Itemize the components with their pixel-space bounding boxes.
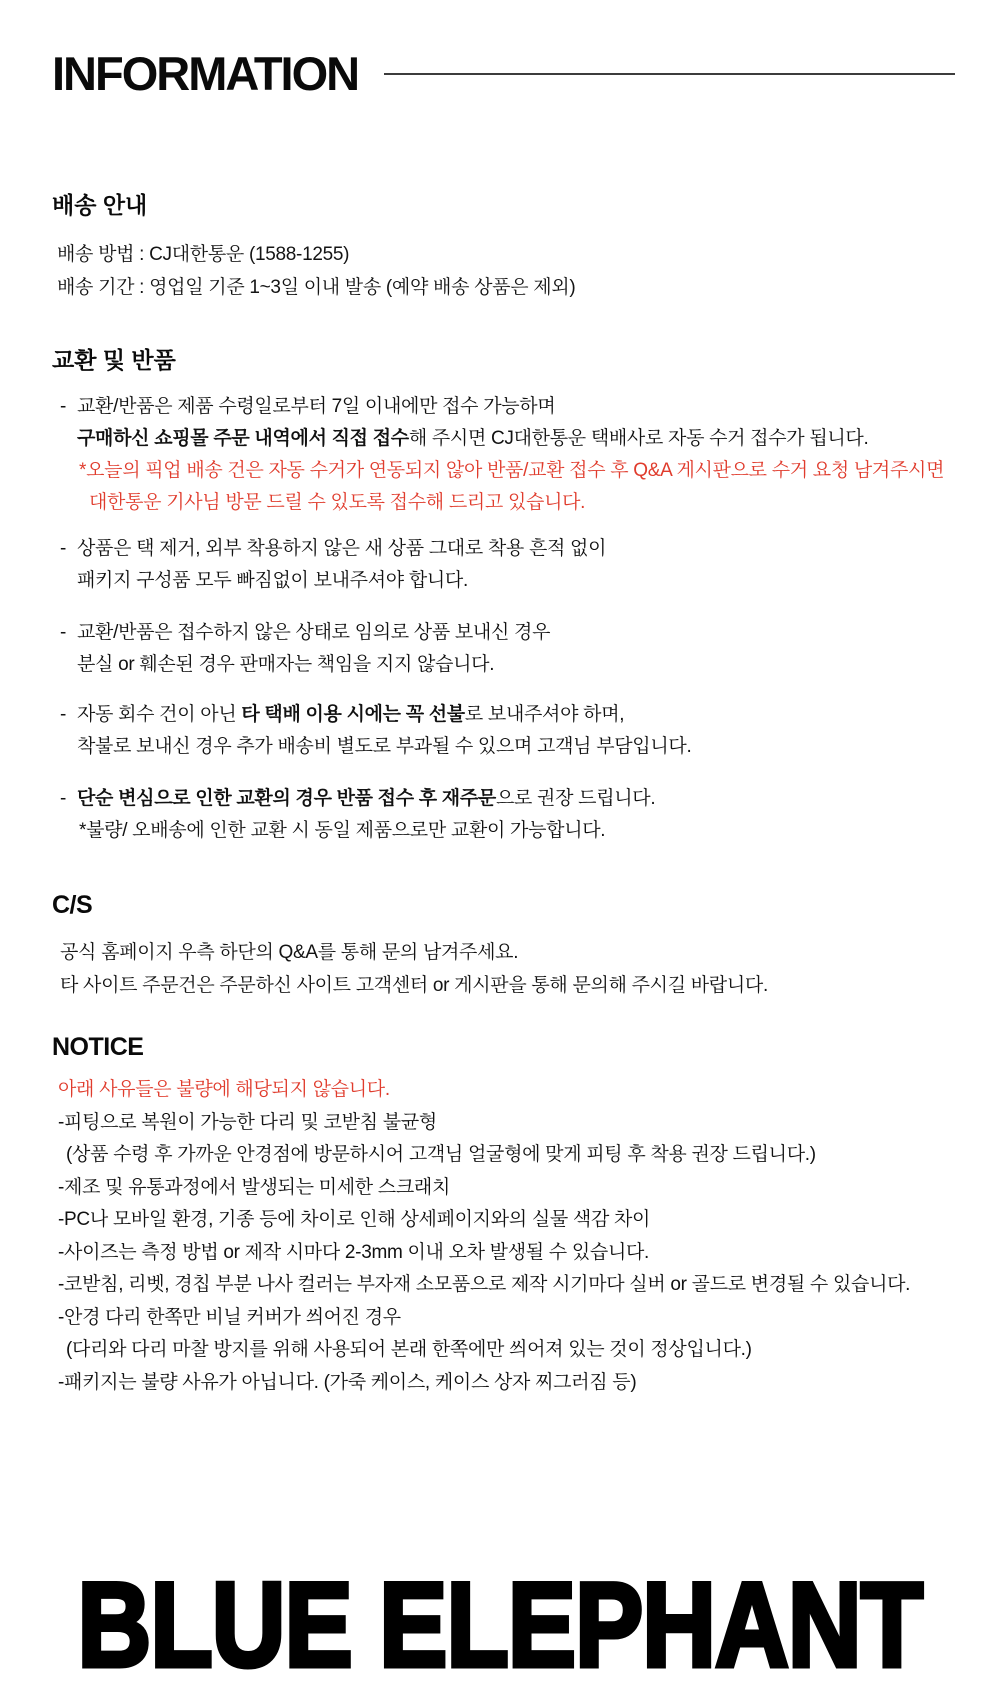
page-header — [52, 47, 955, 100]
notice-item: -제조 및 유통과정에서 발생되는 미세한 스크래치 — [58, 1176, 451, 1198]
exchange-item-3 — [52, 617, 970, 681]
exchange-item-1-note-2: 대한통운 기사님 방문 드릴 수 있도록 접수해 드리고 있습니다. — [89, 492, 586, 513]
bullet-dash: - — [60, 396, 67, 417]
notice-item: -패키지는 불량 사유가 아닙니다. (가죽 케이스, 케이스 상자 찌그러짐 등) — [58, 1371, 637, 1393]
shipping-lines — [52, 238, 960, 304]
cs-heading: C/S — [52, 891, 93, 919]
brand-logo-blue-elephant: BLUE ELEPHANT — [77, 1558, 923, 1692]
notice-heading: NOTICE — [52, 1033, 144, 1061]
exchange-item-4-line-1-rest: 로 보내주셔야 하며, — [464, 704, 625, 725]
exchange-item-4-line-2: 착불로 보내신 경우 추가 배송비 별도로 부과될 수 있으며 고객님 부담입니다. — [77, 736, 692, 757]
exchange-item-2-line-1: 상품은 택 제거, 외부 착용하지 않은 새 상품 그대로 착용 흔적 없이 — [77, 538, 607, 559]
exchange-item-2 — [52, 533, 970, 597]
notice-item: -피팅으로 복원이 가능한 다리 및 코받침 불균형 — [58, 1111, 437, 1133]
exchange-item-5-line-2: *불량/ 오배송에 인한 교환 시 동일 제품으로만 교환이 가능합니다. — [79, 820, 606, 841]
exchange-item-1-line-2 — [77, 423, 970, 455]
exchange-item-3-line-2: 분실 or 훼손된 경우 판매자는 책임을 지지 않습니다. — [77, 654, 495, 675]
exchange-item-3-line-1: 교환/반품은 접수하지 않은 상태로 임의로 상품 보내신 경우 — [77, 622, 551, 643]
exchange-item-1-note-1: *오늘의 픽업 배송 건은 자동 수거가 연동되지 않아 반품/교환 접수 후 Q&A 게시판으로 수거 요청 남겨주시면 — [79, 460, 945, 481]
shipping-period-line: 배송 기간 : 영업일 기준 1~3일 이내 발송 (예약 배송 상품은 제외) — [57, 277, 576, 298]
exchange-item-1-line-2-rest: 해 주시면 CJ대한통운 택배사로 자동 수거 접수가 됩니다. — [408, 428, 869, 449]
bullet-dash: - — [60, 622, 67, 643]
section-shipping-info — [52, 190, 960, 304]
section-customer-service — [52, 890, 960, 1002]
notice-item: -코받침, 리벳, 경칩 부분 나사 컬러는 부자재 소모품으로 제작 시기마다 실버 or 골드로 변경될 수 있습니다. — [58, 1274, 911, 1295]
exchange-item-4-line-1-pre: 자동 회수 건이 아닌 — [77, 704, 242, 725]
exchange-item-1 — [52, 391, 970, 519]
notice-item-sub: (상품 수령 후 가까운 안경점에 방문하시어 고객님 얼굴형에 맞게 피팅 후 착용 권장 드립니다.) — [66, 1144, 816, 1165]
exchange-item-5 — [52, 783, 970, 847]
exchange-item-2-line-2: 패키지 구성품 모두 빠짐없이 보내주셔야 합니다. — [77, 570, 468, 591]
section-notice — [52, 1032, 990, 1399]
exchange-item-5-line-1 — [77, 783, 970, 815]
exchange-item-5-line-1-bold: 단순 변심으로 인한 교환의 경우 반품 접수 후 재주문 — [77, 788, 496, 809]
brand-logo-container — [0, 1545, 1000, 1705]
exchange-item-4 — [52, 699, 970, 763]
shipping-heading: 배송 안내 — [52, 192, 148, 218]
exchange-item-4-line-1-bold: 타 택배 이용 시에는 꼭 선불 — [241, 704, 465, 725]
cs-line-1: 공식 홈페이지 우측 하단의 Q&A를 통해 문의 남겨주세요. — [60, 942, 519, 963]
cs-line-2: 타 사이트 주문건은 주문하신 사이트 고객센터 or 게시판을 통해 문의해 주시길 바랍니다. — [60, 975, 768, 996]
notice-item: -사이즈는 측정 방법 or 제작 시마다 2-3mm 이내 오차 발생될 수 있습니다. — [58, 1241, 650, 1263]
notice-item: -안경 다리 한쪽만 비닐 커버가 씌어진 경우 — [58, 1306, 401, 1328]
exchange-heading: 교환 및 반품 — [52, 347, 176, 373]
notice-item-sub: (다리와 다리 마찰 방지를 위해 사용되어 본래 한쪽에만 씌어져 있는 것이 정상입니다.) — [66, 1339, 752, 1360]
exchange-item-5-line-1-rest: 으로 권장 드립니다. — [495, 788, 656, 809]
exchange-item-1-line-2-bold: 구매하신 쇼핑몰 주문 내역에서 직접 접수 — [77, 428, 409, 449]
exchange-item-1-line-1: 교환/반품은 제품 수령일로부터 7일 이내에만 접수 가능하며 — [77, 396, 556, 417]
exchange-item-4-line-1 — [77, 699, 970, 731]
section-exchange-returns — [52, 345, 970, 847]
bullet-dash: - — [60, 704, 67, 725]
shipping-method-line: 배송 방법 : CJ대한통운 (1588-1255) — [57, 244, 350, 265]
bullet-dash: - — [60, 788, 67, 809]
notice-item: -PC나 모바일 환경, 기종 등에 차이로 인해 상세페이지와의 실물 색감 차이 — [58, 1209, 651, 1230]
title-divider-line — [384, 73, 955, 75]
cs-lines — [52, 936, 960, 1002]
page-title: INFORMATION — [52, 47, 359, 100]
notice-warning: 아래 사유들은 불량에 해당되지 않습니다. — [58, 1079, 390, 1100]
bullet-dash: - — [60, 538, 67, 559]
notice-list — [52, 1074, 990, 1399]
